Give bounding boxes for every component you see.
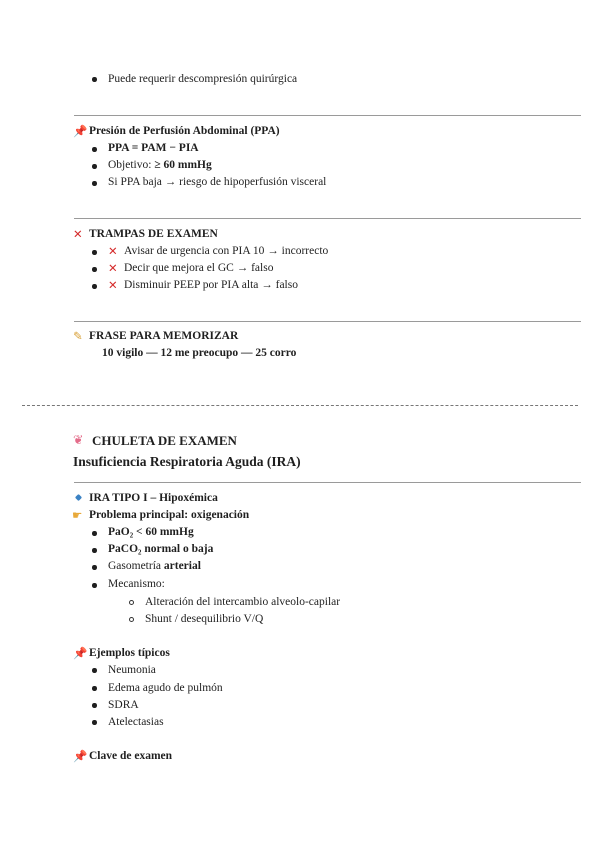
list-bullet	[92, 267, 97, 272]
diamond-icon	[75, 494, 82, 501]
list-item: Edema agudo de pulmón	[108, 682, 223, 694]
list-item	[108, 157, 212, 173]
section-title: Presión de Perfusión Abdominal (PPA)	[89, 125, 280, 137]
list-item: Decir que mejora el GC → falso	[124, 262, 274, 274]
section-subtitle: Problema principal: oxigenación	[89, 509, 250, 521]
pushpin-icon: 📌	[73, 124, 88, 138]
page-subtitle: Insuficiencia Respiratoria Aguda (IRA)	[73, 454, 301, 469]
memorize-phrase: 10 vigilo — 12 me preocupo — 25 corro	[102, 347, 297, 359]
list-bullet	[92, 250, 97, 255]
section-title: TRAMPAS DE EXAMEN	[89, 228, 218, 240]
list-bullet	[92, 703, 97, 708]
list-item: PaCO₂ normal o baja	[108, 543, 214, 555]
list-bullet	[92, 583, 97, 588]
pointing-hand-icon: ☛	[72, 508, 83, 522]
cross-mark-icon: ✕	[108, 278, 118, 292]
list-item: PPA = PAM − PIA	[108, 142, 199, 154]
list-bullet	[92, 668, 97, 673]
divider	[74, 218, 581, 219]
section-title: FRASE PARA MEMORIZAR	[89, 330, 239, 342]
section-title: Clave de examen	[89, 750, 173, 762]
list-bullet	[92, 284, 97, 289]
page-title: CHULETA DE EXAMEN	[92, 433, 237, 448]
list-bullet	[92, 77, 97, 82]
list-bullet	[92, 565, 97, 570]
list-item: Neumonia	[108, 664, 156, 676]
pushpin-icon: 📌	[73, 646, 88, 660]
pencil-icon: ✎	[73, 329, 83, 343]
sublist-bullet	[129, 600, 134, 605]
list-bullet	[92, 720, 97, 725]
section-title: Ejemplos típicos	[89, 647, 170, 659]
cross-mark-icon: ✕	[108, 261, 118, 275]
list-item: SDRA	[108, 699, 139, 711]
list-item: Atelectasias	[108, 716, 164, 728]
list-item-label: Gasometría	[108, 560, 164, 572]
page-break	[22, 405, 578, 406]
list-item: Avisar de urgencia con PIA 10 → incorrecto	[124, 245, 329, 257]
list-item	[108, 558, 201, 574]
divider	[74, 482, 581, 483]
divider	[74, 115, 581, 116]
list-bullet	[92, 531, 97, 536]
divider	[74, 321, 581, 322]
list-item-label: Objetivo:	[108, 159, 155, 171]
section-title: IRA TIPO I – Hipoxémica	[89, 492, 218, 504]
list-bullet	[92, 164, 97, 169]
list-item: Disminuir PEEP por PIA alta → falso	[124, 279, 298, 291]
brain-icon: ❦	[73, 432, 84, 447]
sublist-bullet	[129, 617, 134, 622]
sublist-item: Alteración del intercambio alveolo-capilar	[145, 596, 341, 608]
list-item: Puede requerir descompresión quirúrgica	[108, 73, 298, 85]
cross-mark-icon: ✕	[108, 244, 118, 258]
list-item: Mecanismo:	[108, 578, 165, 590]
sublist-item: Shunt / desequilibrio V/Q	[145, 613, 264, 625]
cross-mark-icon: ✕	[73, 227, 83, 241]
list-bullet	[92, 181, 97, 186]
list-item-value: arterial	[163, 560, 201, 572]
list-bullet	[92, 548, 97, 553]
list-item-value: ≥ 60 mmHg	[154, 159, 212, 171]
list-item: PaO₂ < 60 mmHg	[108, 526, 194, 538]
list-bullet	[92, 686, 97, 691]
list-bullet	[92, 147, 97, 152]
pushpin-icon: 📌	[73, 749, 88, 763]
list-item: Si PPA baja → riesgo de hipoperfusión visceral	[108, 176, 327, 188]
